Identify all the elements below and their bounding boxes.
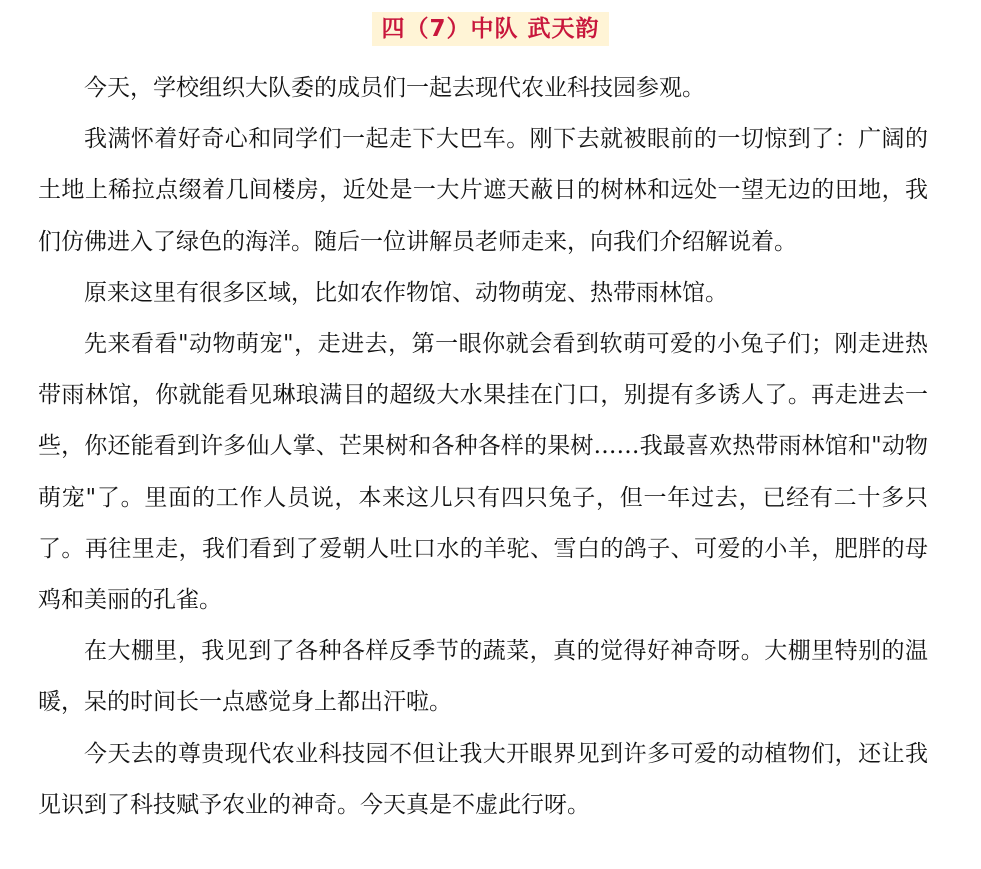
- paragraph-4: 先来看看"动物萌宠"，走进去，第一眼你就会看到软萌可爱的小兔子们；刚走进热带雨林馆，你就能看见琳琅满目的超级大水果挂在门口，别提有多诱人了。再走进去一些，你还能看到许多仙人掌、芒果树和各种各样的果树……我最喜欢热带雨林馆和"动物萌宠"了。里面的工作人员说，本来这儿只有四只兔子，但一年过去，已经有二十多只了。再往里走，我们看到了爱朝人吐口水的羊驼、雪白的鸽子、可爱的小羊，肥胖的母鸡和美丽的孔雀。: [38, 331, 928, 614]
- paragraph-5: 在大棚里，我见到了各种各样反季节的蔬菜，真的觉得好神奇呀。大棚里特别的温暖，呆的时间长一点感觉身上都出汗啦。: [38, 638, 928, 716]
- paragraph-3: 原来这里有很多区域，比如农作物馆、动物萌宠、热带雨林馆。: [84, 279, 728, 306]
- page-title: 四（7）中队 武天韵: [372, 12, 608, 46]
- paragraph-2: 我满怀着好奇心和同学们一起走下大巴车。刚下去就被眼前的一切惊到了：广阔的土地上稀拉点缀着几间楼房，近处是一大片遮天蔽日的树林和远处一望无边的田地，我们仿佛进入了绿色的海洋。随后一位讲解员老师走来，向我们介绍解说着。: [38, 126, 928, 255]
- essay-body: [38, 63, 928, 831]
- title-container: [0, 12, 981, 46]
- paragraph-6: 今天去的尊贵现代农业科技园不但让我大开眼界见到许多可爱的动植物们，还让我见识到了科技赋予农业的神奇。今天真是不虚此行呀。: [38, 740, 928, 818]
- paragraph-1: 今天，学校组织大队委的成员们一起去现代农业科技园参观。: [84, 75, 705, 101]
